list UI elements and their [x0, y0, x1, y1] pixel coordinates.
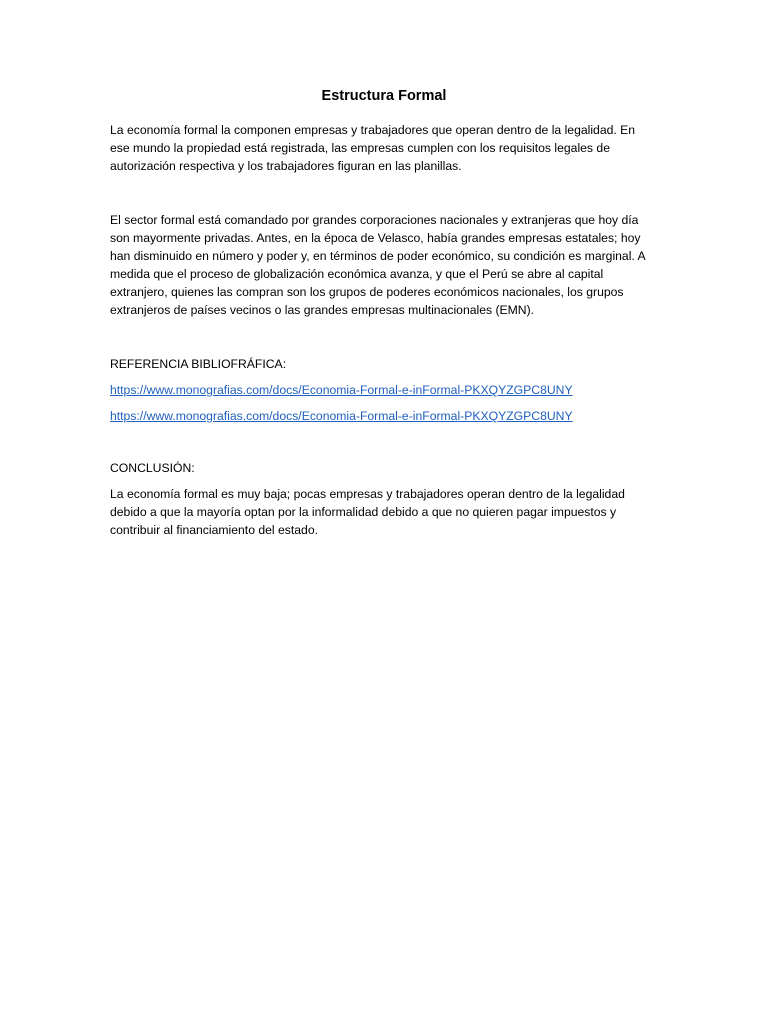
reference-link[interactable]: https://www.monografias.com/docs/Economia-Formal-e-inFormal-PKXQYZGPC8UNY [110, 383, 573, 397]
references-heading: REFERENCIA BIBLIOFRÁFICA: [110, 357, 287, 371]
conclusion-text: La economía formal es muy baja; pocas empresas y trabajadores operan dentro de la legalidad debido a que la mayoría optan por la informalidad debido a que no quieren pagar impuestos y contribuir al financiamiento del estado. [110, 487, 625, 537]
document-title: Estructura Formal [321, 88, 447, 104]
reference-link[interactable]: https://www.monografias.com/docs/Economia-Formal-e-inFormal-PKXQYZGPC8UNY [110, 409, 573, 423]
paragraph-economia-formal: La economía formal la componen empresas y trabajadores que operan dentro de la legalidad. En ese mundo la propiedad está registrada, las empresas cumplen con los requisitos legales de autorización respectiva y los trabajadores figuran en las planillas. [110, 123, 636, 173]
paragraph-sector-formal: El sector formal está comandado por grandes corporaciones nacionales y extranjeras que hoy día son mayormente privadas. Antes, en la época de Velasco, había grandes empresas estatales; hoy han disminuido en número y poder y, en términos de poder económico, su condición es marginal. A medida que el proceso de globalización económica avanza, y que el Perú se abre al capital extranjero, quienes las compran son los grupos de poderes económicos nacionales, los grupos extranjeros de países vecinos o las grandes empresas multinacionales (EMN). [110, 213, 645, 317]
document-body [110, 86, 658, 539]
conclusion-heading: CONCLUSIÓN: [110, 461, 195, 475]
